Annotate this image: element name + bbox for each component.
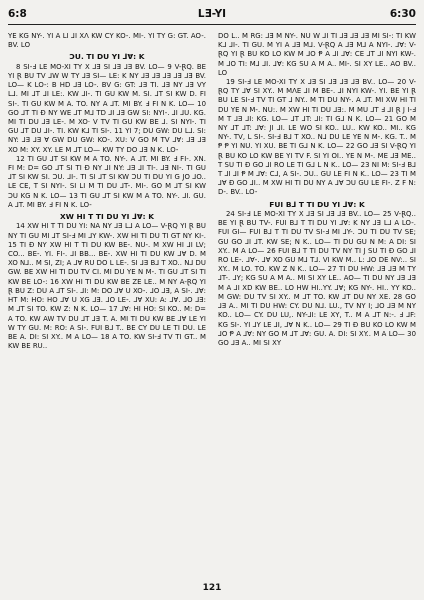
left-column-section-heading: XW HI T TI DU YI ⅃Ɐ: K	[59, 212, 155, 222]
text-columns	[8, 32, 416, 572]
left-column	[8, 32, 206, 572]
running-header	[8, 6, 416, 25]
header-left-reference: 6:8	[8, 8, 27, 20]
left-column-paragraph: 8 SI-Ⅎ LE MO-XI TY X ⅃Ǝ SI ⅃Ǝ ⅃Ǝ BV. LO— 9 V-ⱤQ. BE YI Ɽ BU TV ⅃W W TY ⅃Ǝ SI— LE: K NY ⅃Ǝ ⅃Ǝ ⅃Ǝ ⅃Ǝ ⅃Ǝ BV. LO— K LO-: B HD ⅃Ǝ LO-. BV G: GT: ⅃Ǝ TI. ⅃Ǝ NY ⅃Ǝ VY L⅃. MI ⅃T ⅃I LE:. KW ⅃I-. TI GU KW M. SI. ⅃T SI KW D. FI SI-. TI GU KW M A. TO. NY A ⅃T. MI BY. Ⅎ FI N K. LO— 10 GO ⅃T TI Ɖ NY WE ⅃T M⅃ TD ⅃I ⅃Ǝ GW SI: NYI-. ⅃I ⅃U. KG. MI TI DU ⅃Ǝ LE-. M XO· V TV TI GU KW BE ⅃. SI NYI-. TI GU ⅃T DU ⅃I-. TI. KW K⅃ TI SI-. 11 YI 7; DU GW: DU L⅃. SI: NY: ⅃Ǝ ⅃Ǝ Ɐ GW DU GW: KO-. XU: V GO M TV ⅃Ɐ: ⅃Ǝ ⅃Ǝ XO M: XY. XY. LE M ⅃T LO— KW TY DO ⅃Ǝ N K. LO-	[8, 62, 206, 154]
left-column-paragraph: 12 TI GU ⅃T SI KW M A TO. NY-. A ⅃T. MI BY. Ⅎ FI-. XN. FI M: D= GO ⅃T SI TI Ɖ NY ⅃I NY: ⅃Ǝ ⅃I TI-. ⅃Ǝ NI-. TI GU ⅃T SI KW SI. ƆU. ⅃I-. TI SI ⅃T SI KW ƆU TI DU YI G JO ⅃O.. LE CE, T SI NYI-. SI LI M TI DU ⅃T-. MI-. GO M ⅃T SI KW ƆU KG N K. LO— 13 TI GU ⅃T SI KW M A TO. NY-. ⅃I. GU. A ⅃T. MI BY. Ⅎ FI N K. LO-	[8, 154, 206, 209]
book-page	[8, 6, 416, 594]
left-column-section-heading: ƆU. TI DU YI ⅃Ɐ: K	[69, 52, 145, 62]
right-column-paragraph: 19 SI-Ⅎ LE MO-XI TY X ⅃Ǝ SI ⅃Ǝ ⅃Ǝ ⅃Ǝ BV.. LO— 20 V-ⱤQ TY ⅃Ɐ SI XY.. M MɅE ⅃I M BE-. ⅃I NYI KW-. YI. BE YI Ɽ BU LE SI-Ⅎ TV TI GT ⅃ NY.. M TI DU NY-. A ⅃T. MI XW HI TI DU YE N M-. NU:. M XW HI TI DU ⅃Ǝ:. M MU ⅃T Ⅎ ⅃I Ɽ J I-Ⅎ M T ⅃Ǝ ⅃I: KG. LO— ⅃T ⅃T: ⅃I: TI G⅃ N K. LO— 21 GO M NY ⅃T ⅃T: ⅃Ɐ: JI ⅃I. LE WO SI KO.. LU.. KW KO.. MI.. KG NY-. TV, L SI-. SI-Ⅎ B⅃ T XO.. N⅃ DU LE YE N M-. KG. T.. M Ᵽ Ᵽ YI NU. YI XU. BE TI G⅃ N K. LO— 22 GO ⅃Ǝ SI V-ⱤQ YI Ɽ BU KO LO KW BE YI TV F. SI YI OI.. YE N M-. ME ⅃Ǝ ME.. T SU TI Ɖ GO ⅃I RO LE TI G⅃ L N K.. LO— 23 NI M: SI-Ⅎ B⅃ T ⅃I ⅃I Ᵽ M ⅃Ɐ: C⅃, A SI-. ƆU.. GU LE FI N K.. LO— 23 TI M ⅃Ɐ Ɖ GO ⅃I.. M XW HI TI DU NY A ⅃Ɐ ƆU GU LE FI-. Z F N: D-. BV.. LO-	[218, 78, 416, 197]
header-book-title: LƎ-YI	[197, 8, 227, 20]
header-right-reference: 6:30	[389, 8, 416, 20]
left-column-paragraph: YE KG NY-. YI A LI ⅃I XɅ KW CY KO-. MI-. YI TY G: GT. AO-. BV. LO	[8, 32, 206, 50]
right-column-section-heading: FUI B⅃ T TI DU YI ⅃Ɐ: K	[269, 199, 365, 209]
right-column	[218, 32, 416, 572]
right-column-paragraph: DO L.. M RG: ⅃Ǝ M NY-. NU W ⅃I TI ⅃Ǝ ⅃Ǝ ⅃Ǝ MI SI-: TI KW K⅃ ⅃I-. TI GU. M YI A ⅃Ǝ M⅃. V-ⱤQ A ⅃Ǝ M⅃ A NYI-. ⅃Ɐ: V-ⱤQ YI Ɽ BU KO LO KW M ⅃O Ᵽ A ⅃I ⅃Ɐ: CE ⅃T ⅃I NYI KW-. M ⅃O TI: M⅃ ⅃I. ⅃Ɐ: KG SU A M A.. MI-. SI XY LE.. AO BV.. LO	[218, 32, 416, 77]
left-column-paragraph: 14 XW HI T TI DU YI: NA NY ⅃Ǝ L⅃ A LO— V-ⱤQ YI Ɽ BU NY TI GU MI ⅃T SI-Ⅎ MI ⅃Y KW-. XW HI TI DU TI GT NY KI-. 15 TI Ɖ NY XW HI T TI DU KW BE-. NU-. M XW HI ⅃I LV; CO... BE-. YI. FI-. ⅃I BB... BE-. XW HI TI DU KW ⅃Ɐ D. M XO N⅃.. M SI, ZI; A ⅃Ɐ RU DO L LE-. SI ⅃Ǝ B⅃ T XO.. N⅃ DU GW. BE XW HI TI DU TV CI. MI DU YE N M-. TI GU ⅃T SI TI KW BE LO-: 16 XW HI TI DU KW BE ZE LE.. M NY A-ⱤQ YI Ɽ BU Z: DU A ⅃T SI-. ⅃I: M: DO ⅃Ɐ U XO-. ⅃O ⅃Ǝ, A SI-. ⅃Ɐ: HT M: HO: HO ⅃Ɐ U XG ⅃Ǝ. ⅃O LE-. ⅃Ɐ XU: A: ⅃Ɐ. ⅃O ⅃Ǝ: M ⅃T SI TO. KW Z: N K. LO— 17 ⅃Ɐ: HI HO: SI KO.. M: D= A TO. KW AW TV DU ⅃T ⅃Ǝ T. A. MI TI DU KW BE ⅃Ɐ LE YI W TY GU. M: RO: A SI-. FUI B⅃ T.. BE CY DU LE TI DU. LE BE A. DI: SI XY.. M A LO— 18 A TO. KW SI-Ⅎ TV TI GT.. M KW BE RU..	[8, 222, 206, 351]
page-number: 121	[202, 583, 222, 593]
right-column-paragraph: 24 SI-Ⅎ LE MO-XI TY X ⅃Ǝ SI ⅃Ǝ ⅃Ǝ BV.. LO— 25 V-ⱤQ.. BE YI Ɽ BU TV-. FUI B⅃ T TI DU YI ⅃Ɐ: K NY ⅃Ǝ L⅃ A LO-. FUI GI— FUI B⅃ T TI DU TV SI-Ⅎ MI ⅃Y-. ƆU TI DU TV SE; GU GO ⅃I ⅃T. KW SE; N K.. LO— TI DU GU N M: A DI: SI XY.. M A LO— 26 FUI B⅃ T TI DU TV NY TI J SU TI Ɖ GO ⅃I RO LE-. ⅃Ɐ-. ⅃Ɐ XO GU M⅃ T⅃. VI KW M.. L: ⅃O DE NV:.. SI XY.. M LO. TO. KW Z N K.. LO— 27 TI DU HW: ⅃Ǝ ⅃Ǝ M TY ⅃T-. ⅃Y; KG SU A M A.. MI SI XY LE.. AO— TI DU NY ⅃Ǝ ⅃Ǝ M A ⅃I XD KW BE.. LO HW HI..YY. ⅃Ɐ; KG NY-. HI.. YY KO.. M GW: DU TV SI XY.. M ⅃T TO. KW ⅃T DU NY XE. 28 GO ⅃Ǝ A.. MI TI DU HW: CY. DU N⅃. LU., TV NY I; ⅃O ⅃Ǝ M NY KO.. LO— CY. DU LU,. NY-⅃I: LE XY, T.. M A ⅃T N:-. Ⅎ ⅃F: KG SI-. YI ⅃Y LE ⅃I, ⅃Ɐ N K.. LO— 29 TI Ɖ BU KO LO KW M ⅃O Ᵽ A ⅃Ɐ: NY GO M ⅃T ⅃Ɐ: GU. A. DI: SI XY.. M A LO— 30 GO ⅃Ǝ A.. MI SI XY	[218, 210, 416, 347]
